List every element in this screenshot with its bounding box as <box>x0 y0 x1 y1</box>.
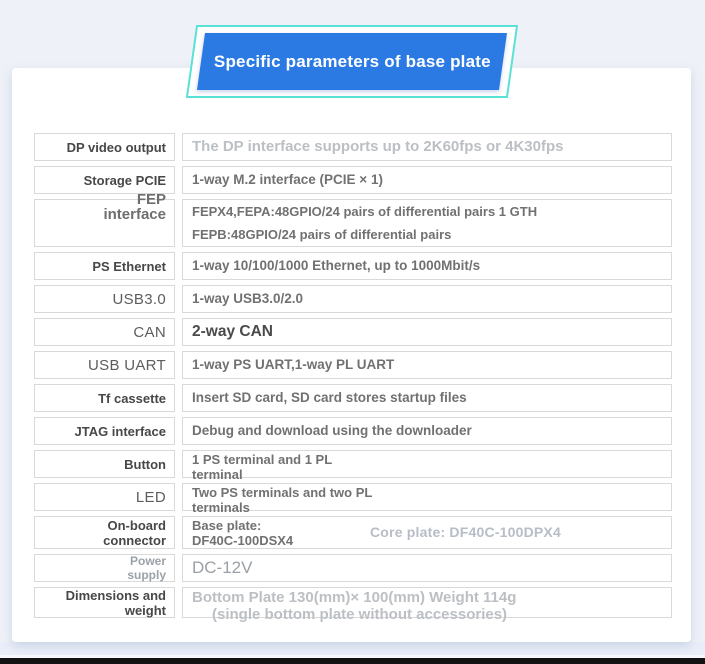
param-value: Base plate: DF40C-100DSX4 Core plate: DF40C-100DPX4 <box>182 516 672 549</box>
banner-title: Specific parameters of base plate <box>213 51 490 71</box>
core-plate-value: Core plate: DF40C-100DPX4 <box>370 524 561 540</box>
bottom-bar <box>0 658 705 664</box>
table-row-onboard-connector <box>34 516 672 549</box>
param-value: Insert SD card, SD card stores startup files <box>182 384 672 412</box>
param-value: 1-way M.2 interface (PCIE × 1) <box>182 166 672 194</box>
param-label: Button <box>34 450 175 478</box>
table-row-tf-cassette <box>34 384 672 412</box>
param-label: FEP interface <box>34 199 175 247</box>
param-value: FEPX4,FEPA:48GPIO/24 pairs of differential pairs 1 GTH FEPB:48GPIO/24 pairs of differential pairs <box>182 199 672 247</box>
param-label: On-board connector <box>34 516 175 549</box>
param-label: USB UART <box>34 351 175 379</box>
param-label: CAN <box>34 318 175 346</box>
param-value: DC-12V <box>182 554 672 582</box>
table-row-dimensions-weight <box>34 587 672 623</box>
param-value: The DP interface supports up to 2K60fps or 4K30fps <box>182 133 672 161</box>
param-value: Bottom Plate 130(mm)× 100(mm) Weight 114g (single bottom plate without accessories) <box>182 587 672 618</box>
param-label: LED <box>34 483 175 511</box>
param-label: Storage PCIE <box>34 166 175 194</box>
param-label: JTAG interface <box>34 417 175 445</box>
param-label: USB3.0 <box>34 285 175 313</box>
param-value: 1-way PS UART,1-way PL UART <box>182 351 672 379</box>
param-label: Tf cassette <box>34 384 175 412</box>
table-row-usb3 <box>34 285 672 313</box>
param-label: PS Ethernet <box>34 252 175 280</box>
param-value: 1-way USB3.0/2.0 <box>182 285 672 313</box>
param-label: Power supply <box>34 554 175 582</box>
table-row-usb-uart <box>34 351 672 379</box>
table-row-storage-pcie <box>34 166 672 194</box>
banner-outline <box>185 25 517 98</box>
table-row-led <box>34 483 672 515</box>
table-row-ps-ethernet <box>34 252 672 280</box>
param-value: Debug and download using the downloader <box>182 417 672 445</box>
banner <box>196 33 506 90</box>
param-label: DP video output <box>34 133 175 161</box>
param-value: Two PS terminals and two PL terminals <box>182 483 672 511</box>
table-row-jtag <box>34 417 672 445</box>
table-row-fep-interface <box>34 191 672 247</box>
table-row-power-supply <box>34 554 672 582</box>
param-value: 1 PS terminal and 1 PL terminal <box>182 450 672 478</box>
table-row-button <box>34 450 672 482</box>
table-row-dp-video <box>34 133 672 161</box>
param-label: Dimensions and weight <box>34 587 175 618</box>
param-value: 2-way CAN <box>182 318 672 346</box>
spec-table <box>34 133 672 623</box>
table-row-can <box>34 318 672 346</box>
param-value: 1-way 10/100/1000 Ethernet, up to 1000Mbit/s <box>182 252 672 280</box>
spec-card <box>12 68 691 642</box>
